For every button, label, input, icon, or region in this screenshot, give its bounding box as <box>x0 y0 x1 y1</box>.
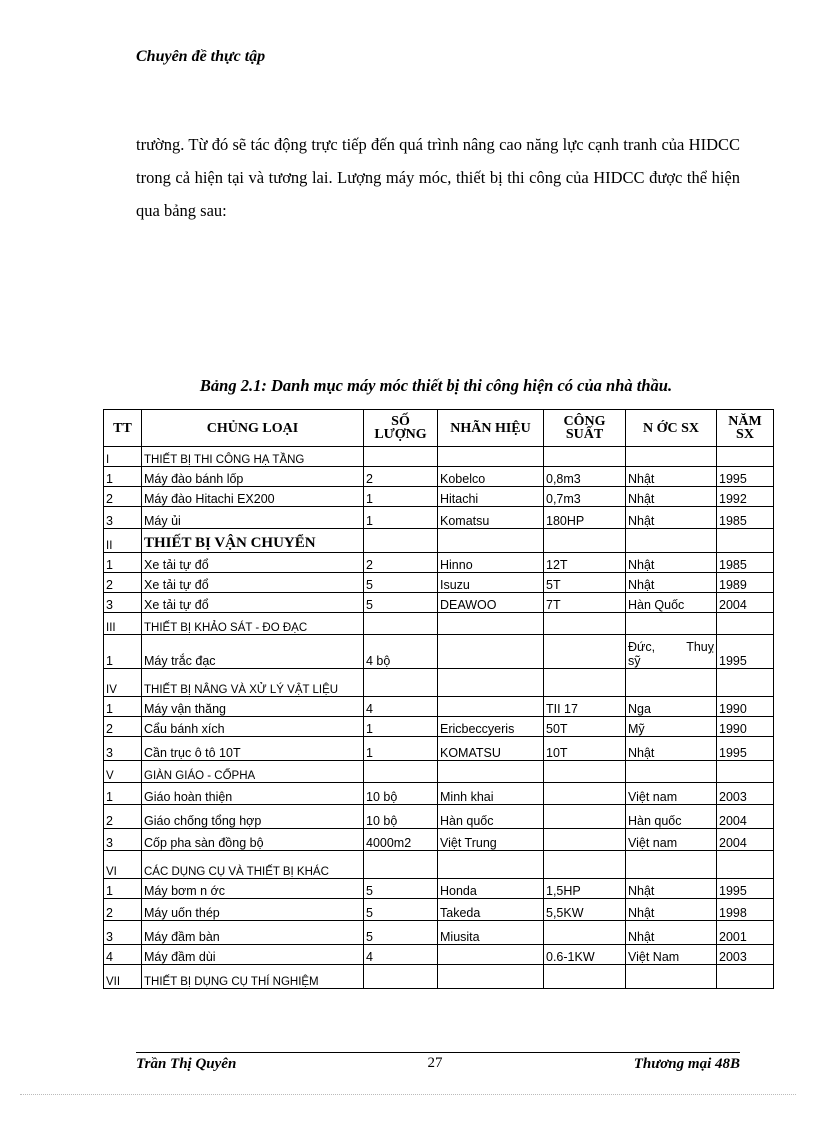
table-caption: Bảng 2.1: Danh mục máy móc thiết bị thi công hiện có của nhà thầu. <box>199 376 673 395</box>
table-row <box>104 573 774 593</box>
cell-year: 1995 <box>717 635 774 669</box>
cell-brand: Việt Trung <box>438 829 544 851</box>
cell-name: Máy trắc đạc <box>142 635 364 669</box>
cell-name: Xe tải tự đổ <box>142 553 364 573</box>
cell-country: Nga <box>626 697 717 717</box>
cell-year: 1989 <box>717 573 774 593</box>
cell-country: Nhật <box>626 879 717 899</box>
cell-tt: 2 <box>104 899 142 921</box>
cell-qty: 5 <box>364 899 438 921</box>
section-number: III <box>104 613 142 635</box>
cell-country: Nhật <box>626 921 717 945</box>
cell-brand: Miusita <box>438 921 544 945</box>
table-row <box>104 717 774 737</box>
cell-tt: 3 <box>104 593 142 613</box>
cell-power <box>544 783 626 805</box>
section-row <box>104 613 774 635</box>
cell-qty: 2 <box>364 553 438 573</box>
section-number: IV <box>104 669 142 697</box>
section-title: THIẾT BỊ NÂNG VÀ XỬ LÝ VẬT LIỆU <box>142 669 364 697</box>
section-number: II <box>104 529 142 553</box>
col-qty-header: SỐ LƯỢNG <box>364 410 438 447</box>
cell-brand: Minh khai <box>438 783 544 805</box>
table-row <box>104 879 774 899</box>
cell-power: 180HP <box>544 507 626 529</box>
table-row <box>104 805 774 829</box>
cell-power: 0.6-1KW <box>544 945 626 965</box>
cell-brand <box>438 635 544 669</box>
cell-qty: 1 <box>364 737 438 761</box>
cell-qty: 2 <box>364 467 438 487</box>
page-boundary <box>20 1094 796 1095</box>
section-row <box>104 851 774 879</box>
cell-qty: 5 <box>364 573 438 593</box>
cell-name: Giáo hoàn thiện <box>142 783 364 805</box>
cell-qty: 4 <box>364 697 438 717</box>
cell-country: Hàn Quốc <box>626 593 717 613</box>
cell-brand: Komatsu <box>438 507 544 529</box>
table-row <box>104 593 774 613</box>
cell-year: 1995 <box>717 737 774 761</box>
cell-name: Cốp pha sàn đồng bộ <box>142 829 364 851</box>
cell-country: Việt nam <box>626 829 717 851</box>
cell-brand: Isuzu <box>438 573 544 593</box>
cell-tt: 1 <box>104 553 142 573</box>
equipment-table <box>103 409 774 989</box>
cell-year: 2004 <box>717 593 774 613</box>
cell-power: 1,5HP <box>544 879 626 899</box>
cell-name: Máy uốn thép <box>142 899 364 921</box>
table-row <box>104 899 774 921</box>
cell-power <box>544 635 626 669</box>
cell-tt: 1 <box>104 467 142 487</box>
cell-name: Máy ủi <box>142 507 364 529</box>
footer-divider <box>136 1052 740 1053</box>
cell-country: Nhật <box>626 737 717 761</box>
footer-class: Thương mại 48B <box>633 1056 740 1072</box>
cell-power: 0,8m3 <box>544 467 626 487</box>
running-header: Chuyên đề thực tập <box>136 48 266 65</box>
footer-author: Trần Thị Quyên <box>136 1056 237 1072</box>
cell-power: 0,7m3 <box>544 487 626 507</box>
cell-name: Xe tải tự đổ <box>142 573 364 593</box>
cell-name: Cẩu bánh xích <box>142 717 364 737</box>
col-brand-header: NHÃN HIỆU <box>438 410 544 447</box>
section-row <box>104 529 774 553</box>
cell-qty: 10 bộ <box>364 783 438 805</box>
cell-name: Giáo chống tổng hợp <box>142 805 364 829</box>
cell-year: 2004 <box>717 829 774 851</box>
cell-qty: 1 <box>364 717 438 737</box>
cell-tt: 4 <box>104 945 142 965</box>
cell-year: 1995 <box>717 879 774 899</box>
section-number: I <box>104 447 142 467</box>
cell-power: 10T <box>544 737 626 761</box>
cell-name: Cần trục ô tô 10T <box>142 737 364 761</box>
cell-year: 1990 <box>717 697 774 717</box>
cell-brand: KOMATSU <box>438 737 544 761</box>
cell-name: Máy đào Hitachi EX200 <box>142 487 364 507</box>
cell-power: TII 17 <box>544 697 626 717</box>
cell-qty: 1 <box>364 487 438 507</box>
cell-brand: DEAWOO <box>438 593 544 613</box>
cell-country: Nhật <box>626 573 717 593</box>
cell-brand <box>438 697 544 717</box>
cell-name: Máy đầm bàn <box>142 921 364 945</box>
cell-brand: Hinno <box>438 553 544 573</box>
section-title: GIÀN GIÁO - CỐPHA <box>142 761 364 783</box>
cell-tt: 1 <box>104 697 142 717</box>
cell-qty: 5 <box>364 593 438 613</box>
table-row <box>104 783 774 805</box>
cell-brand: Takeda <box>438 899 544 921</box>
cell-power: 5,5KW <box>544 899 626 921</box>
cell-tt: 2 <box>104 573 142 593</box>
cell-power: 50T <box>544 717 626 737</box>
cell-year: 1990 <box>717 717 774 737</box>
body-paragraph: trường. Từ đó sẽ tác động trực tiếp đến quá trình nâng cao năng lực cạnh tranh của HIDCC trong cả hiện tại và tương lai. Lượng máy móc, thiết bị thi công của HIDCC được thể hiện qua bảng sau: <box>136 135 740 220</box>
cell-tt: 2 <box>104 805 142 829</box>
cell-qty: 4000m2 <box>364 829 438 851</box>
table-row <box>104 921 774 945</box>
cell-power <box>544 921 626 945</box>
cell-qty: 5 <box>364 921 438 945</box>
table-row <box>104 945 774 965</box>
section-number: V <box>104 761 142 783</box>
col-country-header: N ỚC SX <box>626 410 717 447</box>
cell-country <box>626 635 717 669</box>
cell-name: Máy bơm n ớc <box>142 879 364 899</box>
cell-country: Việt Nam <box>626 945 717 965</box>
col-power-header: CÔNG SUẤT <box>544 410 626 447</box>
cell-brand <box>438 945 544 965</box>
section-title: THIẾT BỊ DỤNG CỤ THÍ NGHIỆM <box>142 965 364 989</box>
section-row <box>104 761 774 783</box>
cell-year: 2003 <box>717 945 774 965</box>
cell-country: Nhật <box>626 899 717 921</box>
cell-power <box>544 829 626 851</box>
cell-tt: 3 <box>104 507 142 529</box>
section-number: VII <box>104 965 142 989</box>
section-row <box>104 669 774 697</box>
col-type-header: CHỦNG LOẠI <box>142 410 364 447</box>
table-header-row <box>104 410 774 447</box>
country-line-1: Đức, Thuỵ <box>628 640 714 654</box>
cell-year: 1985 <box>717 507 774 529</box>
cell-country: Nhật <box>626 467 717 487</box>
cell-tt: 1 <box>104 635 142 669</box>
cell-year: 2003 <box>717 783 774 805</box>
cell-tt: 2 <box>104 487 142 507</box>
cell-power <box>544 805 626 829</box>
cell-qty: 10 bộ <box>364 805 438 829</box>
table-row <box>104 487 774 507</box>
cell-country: Nhật <box>626 487 717 507</box>
cell-qty: 4 <box>364 945 438 965</box>
cell-country: Mỹ <box>626 717 717 737</box>
cell-tt: 2 <box>104 717 142 737</box>
cell-qty: 5 <box>364 879 438 899</box>
cell-country: Việt nam <box>626 783 717 805</box>
cell-brand: Kobelco <box>438 467 544 487</box>
col-year-header: NĂM SX <box>717 410 774 447</box>
cell-country: Nhật <box>626 553 717 573</box>
cell-country: Nhật <box>626 507 717 529</box>
cell-brand: Ericbeccyeris <box>438 717 544 737</box>
table-row <box>104 467 774 487</box>
cell-tt: 1 <box>104 879 142 899</box>
table-row <box>104 829 774 851</box>
cell-tt: 1 <box>104 783 142 805</box>
table-row <box>104 507 774 529</box>
table-row <box>104 553 774 573</box>
cell-tt: 3 <box>104 829 142 851</box>
cell-brand: Hitachi <box>438 487 544 507</box>
cell-power: 7T <box>544 593 626 613</box>
section-title: THIẾT BỊ VẬN CHUYỂN <box>142 529 364 553</box>
cell-name: Xe tải tự đổ <box>142 593 364 613</box>
country-line-2: sỹ <box>628 654 641 668</box>
cell-name: Máy đào bánh lốp <box>142 467 364 487</box>
cell-year: 1998 <box>717 899 774 921</box>
table-row <box>104 737 774 761</box>
cell-tt: 3 <box>104 737 142 761</box>
cell-name: Máy đầm dùi <box>142 945 364 965</box>
section-title: CÁC DỤNG CỤ VÀ THIẾT BỊ KHÁC <box>142 851 364 879</box>
cell-year: 1995 <box>717 467 774 487</box>
cell-year: 2001 <box>717 921 774 945</box>
cell-brand: Hàn quốc <box>438 805 544 829</box>
cell-power: 5T <box>544 573 626 593</box>
col-tt-header: TT <box>104 410 142 447</box>
section-row <box>104 447 774 467</box>
cell-year: 1992 <box>717 487 774 507</box>
cell-year: 2004 <box>717 805 774 829</box>
cell-qty: 4 bộ <box>364 635 438 669</box>
section-number: VI <box>104 851 142 879</box>
cell-country: Hàn quốc <box>626 805 717 829</box>
cell-brand: Honda <box>438 879 544 899</box>
cell-tt: 3 <box>104 921 142 945</box>
cell-name: Máy vận thăng <box>142 697 364 717</box>
cell-qty: 1 <box>364 507 438 529</box>
section-title: THIẾT BỊ KHẢO SÁT - ĐO ĐẠC <box>142 613 364 635</box>
cell-year: 1985 <box>717 553 774 573</box>
cell-power: 12T <box>544 553 626 573</box>
table-row <box>104 635 774 669</box>
section-title: THIẾT BỊ THI CÔNG HẠ TẦNG <box>142 447 364 467</box>
page-number: 27 <box>427 1055 443 1071</box>
table-row <box>104 697 774 717</box>
section-row <box>104 965 774 989</box>
